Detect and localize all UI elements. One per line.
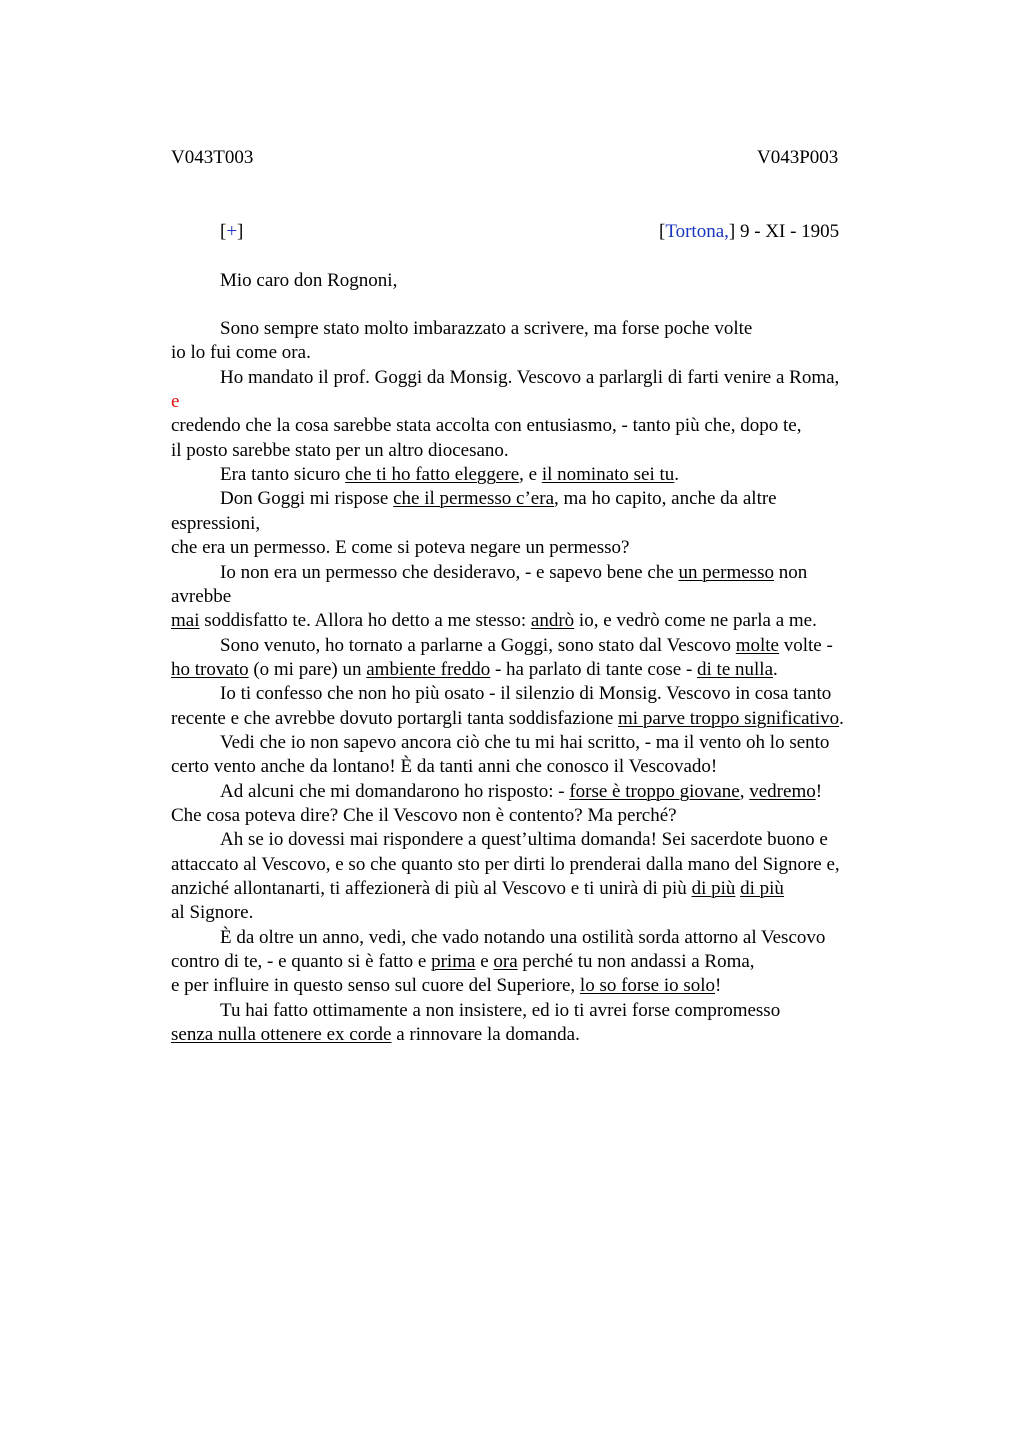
letter-line [220, 682, 831, 706]
line-text: soddisfatto te. Allora ho detto a me stesso: [199, 610, 531, 632]
line-text: volte - [779, 634, 833, 656]
letter-line [220, 926, 825, 950]
letter-line [171, 853, 840, 877]
line-text: Don Goggi mi rispose [220, 488, 394, 510]
line-text: Sono sempre stato molto imbarazzato a scrivere, ma forse poche volte [220, 318, 753, 339]
underlined-phrase: un permesso [678, 561, 774, 583]
line-text: È da oltre un anno, vedi, che vado notando una ostilità sorda attorno al Vescovo [220, 926, 826, 948]
letter-line [171, 755, 717, 779]
line-text: ! [715, 975, 722, 997]
line-text: ! [815, 780, 823, 802]
line-text: e [475, 951, 494, 973]
underlined-phrase: il nominato sei tu [541, 464, 675, 486]
letter-line [171, 512, 260, 536]
letter-line [220, 463, 679, 487]
underlined-phrase: di più [691, 878, 736, 900]
underlined-phrase: ora [493, 951, 518, 973]
underlined-phrase: prima [431, 951, 476, 973]
underlined-phrase: di te nulla [697, 658, 774, 680]
cross-open-bracket: [ [220, 221, 227, 242]
letter-line [220, 780, 822, 804]
line-text: a rinnovare la domanda. [391, 1024, 580, 1046]
line-text: espressioni, [171, 512, 261, 534]
line-text: , e [519, 464, 542, 486]
line-text: Tu hai fatto ottimamente a non insistere, ed io ti avrei forse compromesso [220, 999, 781, 1021]
letter-line [171, 658, 778, 682]
letter-line [171, 950, 755, 974]
underlined-phrase: molte [735, 634, 779, 656]
line-text: attaccato al Vescovo, e so che quanto sto per dirti lo prenderai dalla mano del Signore e, [171, 853, 840, 875]
underlined-phrase: ambiente freddo [366, 658, 491, 680]
letter-line [220, 317, 752, 341]
line-text: Ho mandato il prof. Goggi da Monsig. Vescovo a parlargli di farti venire a Roma, [220, 366, 840, 388]
line-text: al Signore. [171, 902, 254, 924]
letter-line [220, 366, 839, 390]
letter-line [171, 1023, 580, 1047]
letter-line [171, 877, 784, 901]
line-text: - ha parlato di tante cose - [490, 658, 698, 680]
place-link[interactable]: Tortona, [665, 221, 729, 242]
line-text: Ad alcuni che mi domandarono ho risposto: - [220, 780, 570, 802]
letter-line [171, 804, 677, 828]
line-text: . [674, 464, 680, 486]
underlined-phrase: forse è troppo giovane [569, 780, 740, 802]
letter-line [171, 439, 509, 463]
line-text: Che cosa poteva dire? Che il Vescovo non è contento? Ma perché? [171, 805, 677, 826]
line-text: (o mi pare) un [248, 658, 367, 680]
line-text: Io non era un permesso che desideravo, - e sapevo bene che [220, 561, 679, 583]
letter-line [220, 999, 780, 1023]
underlined-phrase: che il permesso c’era [393, 488, 554, 510]
letter-line [220, 561, 807, 585]
underlined-phrase: mi parve troppo significativo [618, 707, 840, 729]
letter-line [171, 901, 253, 925]
date-text: ] 9 - XI - 1905 [728, 221, 840, 242]
line-text: , ma ho capito, anche da altre [554, 488, 777, 510]
date-open-bracket: [ [659, 221, 666, 242]
document-code-right: V043P003 [757, 147, 839, 168]
line-text: io lo fui come ora. [171, 342, 311, 364]
letter-line [171, 609, 817, 633]
line-text: non [773, 561, 808, 583]
line-text: il posto sarebbe stato per un altro diocesano. [171, 439, 509, 461]
line-text: io, e vedrò come ne parla a me. [574, 610, 817, 632]
underlined-phrase: di più [740, 878, 784, 900]
letter-line [171, 536, 629, 560]
line-text: Io ti confesso che non ho più osato - il silenzio di Monsig. Vescovo in cosa tanto [220, 683, 832, 705]
cross-close-bracket: ] [237, 221, 244, 242]
line-text: Era tanto sicuro [220, 464, 346, 486]
letter-line [171, 974, 721, 998]
line-text: credendo che la cosa sarebbe stata accolta con entusiasmo, - tanto più che, dopo te, [171, 415, 802, 437]
underlined-phrase: ho trovato [171, 658, 249, 680]
letter-line [220, 731, 829, 755]
underlined-phrase: andrò [530, 610, 575, 632]
underlined-phrase: vedremo [749, 780, 816, 802]
correction-mark: e [171, 391, 180, 413]
underlined-phrase: mai [171, 610, 200, 632]
line-text: Ah se io dovessi mai rispondere a quest’ultima domanda! Sei sacerdote buono e [220, 829, 828, 851]
line-text: , [739, 780, 750, 802]
line-text: Sono venuto, ho tornato a parlarne a Goggi, sono stato dal Vescovo [220, 634, 736, 656]
letter-line [220, 828, 828, 852]
letter-line [171, 414, 801, 438]
line-text: . [773, 658, 778, 680]
line-text: contro di te, - e quanto si è fatto e [171, 951, 432, 973]
line-text: che era un permesso. E come si poteva negare un permesso? [171, 537, 630, 559]
underlined-phrase: che ti ho fatto eleggere [345, 464, 520, 486]
line-text: e per influire in questo senso sul cuore del Superiore, [171, 975, 580, 997]
letter-line [171, 341, 311, 365]
line-text: avrebbe [171, 585, 232, 607]
line-text: Vedi che io non sapevo ancora ciò che tu mi hai scritto, - ma il vento oh lo sento [220, 731, 830, 753]
letter-line [220, 634, 833, 658]
letter-line [171, 707, 844, 731]
document-code-left: V043T003 [171, 147, 254, 168]
letter-line [171, 585, 231, 609]
cross-mark [220, 220, 243, 244]
line-text: . [839, 707, 844, 729]
line-text: anziché allontanarti, ti affezionerà di più al Vescovo e ti unirà di più [171, 878, 692, 900]
line-text: certo vento anche da lontano! È da tanti anni che conosco il Vescovado! [171, 756, 718, 778]
cross-symbol[interactable]: + [226, 221, 238, 242]
letter-line [171, 390, 179, 414]
salutation: Mio caro don Rognoni, [220, 270, 398, 291]
underlined-phrase: senza nulla ottenere ex corde [171, 1024, 392, 1046]
line-text: recente e che avrebbe dovuto portargli tanta soddisfazione [171, 707, 619, 729]
line-text: perché tu non andassi a Roma, [517, 951, 755, 973]
letter-date [659, 220, 839, 244]
underlined-phrase: lo so forse io solo [579, 975, 716, 997]
letter-line [220, 487, 777, 511]
